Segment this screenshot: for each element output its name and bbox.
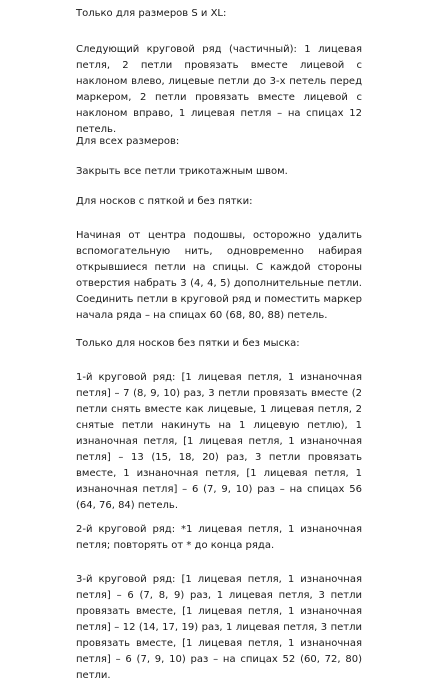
- heading-all-sizes: Для всех размеров:: [76, 136, 180, 147]
- paragraph-round-1: 1-й круговой ряд: [1 лицевая петля, 1 изнаночная петля] – 7 (8, 9, 10) раз, 3 петли провязать вместе (2 петли снять вместе как лицевые, 1 лицевая петля, 2 снятые петли накинуть на 1 лицевую петлю), 1 изнаночная петля, [1 лицевая петля, 1 изнаночная петля] – 13 (15, 18, 20) раз, 3 петли провязать вместе, 1 изнаночная петля, [1 лицевая петля, 1 изнаночная петля] – 6 (7, 9, 10) раз – на спицах 56 (64, 76, 84) петель.: [76, 372, 362, 511]
- heading-no-heel-no-toe: Только для носков без пятки и без мыска:: [76, 338, 300, 349]
- paragraph-partial-round: Следующий круговой ряд (частичный): 1 лицевая петля, 2 петли провязать вместе лицевой с наклоном влево, лицевые петли до 3-х петель перед маркером, 2 петли провязать вместе лицевой с наклоном вправо, 1 лицевая петля – на спицах 12 петель.: [76, 44, 362, 135]
- heading-sizes-s-xl: Только для размеров S и XL:: [76, 8, 227, 19]
- paragraph-pick-up-stitches: Начиная от центра подошвы, осторожно удалить вспомогательную нить, одновременно набирая открывшиеся петли на спицы. С каждой стороны отверстия набрать 3 (4, 4, 5) дополнительные петли. Соединить петли в круговой ряд и поместить маркер начала ряда – на спицах 60 (68, 80, 88) петель.: [76, 230, 362, 321]
- paragraph-bind-off: Закрыть все петли трикотажным швом.: [76, 166, 288, 177]
- heading-socks-with-without-heel: Для носков с пяткой и без пятки:: [76, 196, 253, 207]
- paragraph-round-3: 3-й круговой ряд: [1 лицевая петля, 1 изнаночная петля] – 6 (7, 8, 9) раз, 1 лицевая петля, 3 петли провязать вместе, [1 лицевая петля, 1 изнаночная петля] – 12 (14, 17, 19) раз, 1 лицевая петля, 3 петли провязать вместе, [1 лицевая петля, 1 изнаночная петля] – 6 (7, 9, 10) раз – на спицах 52 (60, 72, 80) петли.: [76, 574, 362, 681]
- paragraph-round-2: 2-й круговой ряд: *1 лицевая петля, 1 изнаночная петля; повторять от * до конца ряда.: [76, 524, 362, 551]
